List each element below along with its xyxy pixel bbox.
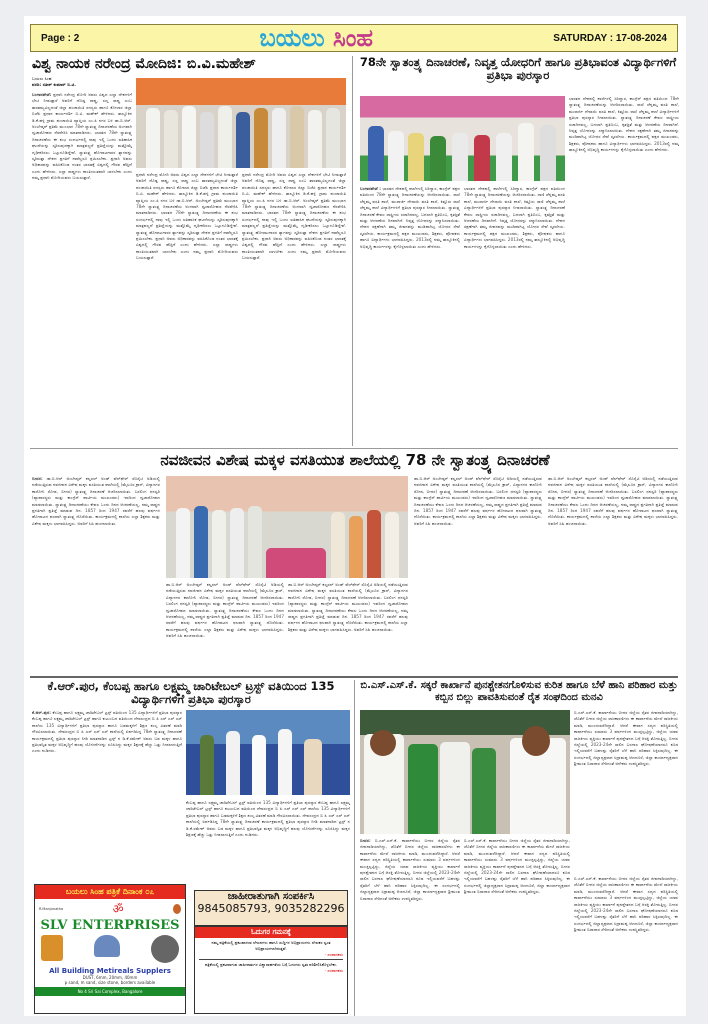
- article-4-body-col1: ಕೆ.ಆರ್.ಪುರ: ಕೆಂಬಪ್ಪ ಹಾಗೂ ಲಕ್ಷ್ಮಮ್ಮ ಚಾರಿಟೇಬಲ್ ಟ್ರಸ್ಟ್ ವತಿಯಿಂದ 135 ವಿದ್ಯಾರ್ಥಿಗಳಿಗೆ ಪ್ರತಿಭಾ ಪುರಸ್ಕಾರ ಕೆಂಬಪ್ಪ ಹಾಗೂ ಲಕ್ಷ್ಮಮ್ಮ ಚಾರಿಟೇಬಲ್ ಟ್ರಸ್ಟ್ ಹಾಗೂ ಕುಟುಂಬದ ವತಿಯಿಂದ ದೇವಸಂದ್ರದ ಬಿ ಪಿ ಎಸ್ ಎಸ್ ಎಸ್ ಶಾಲೆಯ 135 ವಿದ್ಯಾರ್ಥಿಗಳಿಗೆ ಪ್ರತಿಭಾ ಪುರಸ್ಕಾರ ಹಾಗೂ ಬಡಮಕ್ಕಳಿಗೆ ಶಿಕ್ಷಣ ಶುಲ್ಕ ವಿತರಣೆ ಮಾಡಿ ಗೌರವಿಸಲಾಯಿತು. ದೇವಸಂದ್ರದ ಬಿ ಪಿ ಎಸ್ ಎಸ್ ಎಸ್ ಶಾಲೆಯಲ್ಲಿ ಏರ್ಪಡಿಸಿದ್ದ 78ನೇ ಸ್ವಾತಂತ್ರ್ಯ ದಿನಾಚರಣೆ ಕಾರ್ಯಕ್ರಮದಲ್ಲಿ ಪ್ರತಿಭಾ ಪುರಸ್ಕಾರ ನೀಡಿ ಮಾತನಾಡಿದ ಟ್ರಸ್ಟ್ ನ ಡಿ.ಕೆ.ರಮೇಶ್ ಅವರು ಬಡ ಮಕ್ಕಳ ಹಾಗೂ ಪ್ರತಿಭಾನ್ವಿತ ಮಕ್ಕಳ ಅಭಿವೃದ್ಧಿಗೆ ಹಲವು ಯೋಜನೆಗಳನ್ನು ರೂಪಿಸಿದ್ದು ಮಕ್ಕಳ ಶಿಕ್ಷಣಕ್ಕೆ ಹೆಚ್ಚು ಒತ್ತು ನೀಡಲಾಗುತ್ತಿದೆ ಎಂದು ನುಡಿದರು.: [32, 710, 182, 754]
- title-part-2: ಸಿಂಹ: [333, 24, 374, 52]
- issue-date: SATURDAY : 17-08-2024: [553, 32, 667, 44]
- proprietor: R.Manjunatha: [39, 906, 64, 911]
- excavator-icon: [41, 935, 63, 961]
- house-icon: [94, 935, 120, 957]
- ad-items-2: p sand, m sand, size stone, borders available: [64, 980, 156, 985]
- contact-phones: 9845085793, 9035282296: [197, 902, 345, 915]
- article-1-body-col2: ಪ್ರಧಾನಿ ನರೇಂದ್ರ ಮೋದಿ ಅವರು ವಿಶ್ವದ ಎಲ್ಲಾ ದೇಶಗಳಿಗೆ ಭೇಟಿ ನೀಡುತ್ತಾರೆ ಅವರಿಗೆ ದೊಡ್ಡ ರಾಷ್ಟ್ರ, ಸಣ್ಣ ರಾಷ್ಟ್ರ ಎಂಬ ತಾರತಮ್ಯವಿಲ್ಲದಂತೆ ಜಿಲ್ಲಾ ಪಂಚಾಯಿತಿ ಸದಸ್ಯರು ಹಾಗೂ ಕೋಲಾರ ಜಿಲ್ಲಾ ಬಿಜೆಪಿ ಪ್ರಧಾನ ಕಾರ್ಯದರ್ಶಿ ಬಿ.ವಿ. ಮಹೇಶ್ ಹೇಳಿದರು. ತಾಲ್ಲೂಕಿನ ಡಿ.ಕೆ.ಹಳ್ಳಿ ಗ್ರಾಮ ಪಂಚಾಯಿತಿ ವ್ಯಾಪ್ತಿಯ ಎಂ.ಪಿ ನಗರ ಬಳಿ ಡಾ.ಬಿ.ಆರ್. ಅಂಬೇಡ್ಕರ್ ಪ್ರತಿಮೆ ಮುಂಭಾಗ 78ನೇ ಸ್ವಾತಂತ್ರ್ಯ ದಿನಾಚರಣೆಯ ಅಂಗವಾಗಿ ಧ್ವಜಾರೋಹಣ ನೆರವೇರಿಸಿ ಮಾತನಾಡಿದರು. ಭಾರತದ 78ನೇ ಸ್ವಾತಂತ್ರ್ಯ ದಿನಾಚರಣೆಯ ಈ ಶುಭ ಸಂದರ್ಭದಲ್ಲಿ ನಾವು ಇಲ್ಲಿ ಒಂದು ಐತಿಹಾಸಿಕ ಘಟನೆಯನ್ನು ಸ್ಮರಿಸುವುದಕ್ಕಾಗಿ ಮಾತ್ರವಲ್ಲದೆ ಪ್ರತಿಜ್ಞೆಯನ್ನು ಮತ್ತೊಮ್ಮೆ ದೃಢೀಕರಿಸಲು ಒಟ್ಟುಗೂಡಿದ್ದೇವೆ. ಸ್ವಾತಂತ್ರ್ಯ ಹೋರಾಟಗಾರರ ತ್ಯಾಗವನ್ನು ಸ್ಮರಿಸುತ್ತಾ ದೇಶದ ಪ್ರಗತಿಗೆ ನಾವೆಲ್ಲರೂ ಶ್ರಮಿಸಬೇಕು. ಪ್ರಧಾನಿ ಅವರು ಅಧಿಕಾರವನ್ನು ವಹಿಸಿಕೊಂಡ ನಂತರ ಭಾರತಕ್ಕೆ ವಿಶ್ವದಲ್ಲಿ ಗೌರವ ಹೆಚ್ಚಿದೆ ಎಂದು ಹೇಳಿದರು. ಎಲ್ಲಾ ರಾಷ್ಟ್ರಗಳು ಶಾಂತಿಯುತವಾಗಿ ಬಾಳಬೇಕು ಎಂದು ನಮ್ಮ ಪ್ರಧಾನಿ ಮೋದಿಯವರು ಬಯಸುತ್ತಾರೆ.: [136, 172, 238, 261]
- masthead: [30, 24, 678, 52]
- article-2-body: ಭಾರತದ ದೇಶಪಲ್ಲಿ ಶಾಲೆಗಳಲ್ಲಿ ಸಿರಿದ್ವಾರ, ಕಾಂಗ್ರೆಸ್ ಪಕ್ಷದ ವತಿಯಿಂದ 78ನೇ ಸ್ವಾತಂತ್ರ್ಯ ದಿನಾಚರಣೆಯನ್ನು ಆಚರಿಸಲಾಯಿತು. ರಾಣಿ ಚೆನ್ನಮ್ಮ ವಸತಿ ಶಾಲೆ, ಮುರಾರ್ಜಿ ದೇಸಾಯಿ ವಸತಿ ಶಾಲೆ, ಕಿತ್ತೂರು ರಾಣಿ ಚೆನ್ನಮ್ಮ ಶಾಲೆ ವಿದ್ಯಾರ್ಥಿಗಳಿಗೆ ಪ್ರತಿಭಾ ಪುರಸ್ಕಾರ ನೀಡಲಾಯಿತು. ಸ್ವಾತಂತ್ರ್ಯ ದಿನಾಚರಣೆ ಕೇವಲ ರಾಷ್ಟ್ರೀಯ ರಜಾದಿನವಲ್ಲ, ಬದಲಾಗಿ ಪ್ರತಿಬಿಂಬ, ಕೃತಜ್ಞತೆ ಮತ್ತು ಆಚರಣೆಯ ದಿನವಾಗಿದೆ. ನಿವೃತ್ತ ಯೋಧರನ್ನು ಸನ್ಮಾನಿಸಲಾಯಿತು. ದೇಶದ ರಕ್ಷಣೆಗಾಗಿ ತಮ್ಮ ಜೀವನವನ್ನು ಮುಡಿಪಾಗಿಟ್ಟ ಯೋಧರ ಸೇವೆ ಸ್ಮರಣೀಯ. ಕಾರ್ಯಕ್ರಮದಲ್ಲಿ ಪಕ್ಷದ ಮುಖಂಡರು, ಶಿಕ್ಷಕರು, ಪೋಷಕರು ಹಾಗೂ ವಿದ್ಯಾರ್ಥಿಗಳು ಭಾಗವಹಿಸಿದ್ದರು. 2013ರಲ್ಲಿ ನಮ್ಮ ತಾಲ್ಲೂಕಿನಲ್ಲಿ ಅಭಿವೃದ್ಧಿ ಕಾರ್ಯಗಳನ್ನು ಕೈಗೊಳ್ಳಲಾಯಿತು ಎಂದು ಹೇಳಿದರು.: [569, 96, 679, 153]
- article-1-body-col3: ಪ್ರಧಾನಿ ನರೇಂದ್ರ ಮೋದಿ ಅವರು ವಿಶ್ವದ ಎಲ್ಲಾ ದೇಶಗಳಿಗೆ ಭೇಟಿ ನೀಡುತ್ತಾರೆ ಅವರಿಗೆ ದೊಡ್ಡ ರಾಷ್ಟ್ರ, ಸಣ್ಣ ರಾಷ್ಟ್ರ ಎಂಬ ತಾರತಮ್ಯವಿಲ್ಲದಂತೆ ಜಿಲ್ಲಾ ಪಂಚಾಯಿತಿ ಸದಸ್ಯರು ಹಾಗೂ ಕೋಲಾರ ಜಿಲ್ಲಾ ಬಿಜೆಪಿ ಪ್ರಧಾನ ಕಾರ್ಯದರ್ಶಿ ಬಿ.ವಿ. ಮಹೇಶ್ ಹೇಳಿದರು. ತಾಲ್ಲೂಕಿನ ಡಿ.ಕೆ.ಹಳ್ಳಿ ಗ್ರಾಮ ಪಂಚಾಯಿತಿ ವ್ಯಾಪ್ತಿಯ ಎಂ.ಪಿ ನಗರ ಬಳಿ ಡಾ.ಬಿ.ಆರ್. ಅಂಬೇಡ್ಕರ್ ಪ್ರತಿಮೆ ಮುಂಭಾಗ 78ನೇ ಸ್ವಾತಂತ್ರ್ಯ ದಿನಾಚರಣೆಯ ಅಂಗವಾಗಿ ಧ್ವಜಾರೋಹಣ ನೆರವೇರಿಸಿ ಮಾತನಾಡಿದರು. ಭಾರತದ 78ನೇ ಸ್ವಾತಂತ್ರ್ಯ ದಿನಾಚರಣೆಯ ಈ ಶುಭ ಸಂದರ್ಭದಲ್ಲಿ ನಾವು ಇಲ್ಲಿ ಒಂದು ಐತಿಹಾಸಿಕ ಘಟನೆಯನ್ನು ಸ್ಮರಿಸುವುದಕ್ಕಾಗಿ ಮಾತ್ರವಲ್ಲದೆ ಪ್ರತಿಜ್ಞೆಯನ್ನು ಮತ್ತೊಮ್ಮೆ ದೃಢೀಕರಿಸಲು ಒಟ್ಟುಗೂಡಿದ್ದೇವೆ. ಸ್ವಾತಂತ್ರ್ಯ ಹೋರಾಟಗಾರರ ತ್ಯಾಗವನ್ನು ಸ್ಮರಿಸುತ್ತಾ ದೇಶದ ಪ್ರಗತಿಗೆ ನಾವೆಲ್ಲರೂ ಶ್ರಮಿಸಬೇಕು. ಪ್ರಧಾನಿ ಅವರು ಅಧಿಕಾರವನ್ನು ವಹಿಸಿಕೊಂಡ ನಂತರ ಭಾರತಕ್ಕೆ ವಿಶ್ವದಲ್ಲಿ ಗೌರವ ಹೆಚ್ಚಿದೆ ಎಂದು ಹೇಳಿದರು. ಎಲ್ಲಾ ರಾಷ್ಟ್ರಗಳು ಶಾಂತಿಯುತವಾಗಿ ಬಾಳಬೇಕು ಎಂದು ನಮ್ಮ ಪ್ರಧಾನಿ ಮೋದಿಯವರು ಬಯಸುತ್ತಾರೆ.: [242, 172, 346, 261]
- contact-title: ಜಾಹೀರಾತುಗಾಗಿ ಸಂಪರ್ಕಿಸಿ: [227, 891, 315, 902]
- notice-sign-2: - ಸಂಪಾದಕರು: [324, 968, 343, 973]
- ad-banner: ಬಯಲು ಸಿಂಹ ಪತ್ರಿಕೆ ದಿನಾಂಕ ೦೭: [35, 885, 185, 899]
- deity-icon: [173, 904, 181, 914]
- page-number: Page : 2: [41, 32, 80, 44]
- ad-footer: No 4 Sri Sai Complex, Bangalore: [35, 987, 185, 996]
- article-4-photo: [186, 710, 350, 795]
- business-name: SLV ENTERPRISES: [40, 918, 180, 933]
- column-divider: [352, 56, 353, 446]
- article-5-photo: [360, 710, 570, 834]
- column-divider: [354, 680, 355, 1016]
- article-2-headline: 78ನೇ ಸ್ವಾತಂತ್ರ್ಯ ದಿನಾಚರಣೆ, ನಿವೃತ್ತ ಯೋಧರಿಗೆ ಹಾಗೂ ಪ್ರತಿಭಾವಂತ ವಿದ್ಯಾರ್ಥಿಗಳಿಗೆ ಪ್ರತಿಭಾ ಪುರಸ್ಕಾರ: [359, 55, 677, 83]
- article-text: ಪ್ರಧಾನಿ ನರೇಂದ್ರ ಮೋದಿ ಅವರು ವಿಶ್ವದ ಎಲ್ಲಾ ದೇಶಗಳಿಗೆ ಭೇಟಿ ನೀಡುತ್ತಾರೆ ಅವರಿಗೆ ದೊಡ್ಡ ರಾಷ್ಟ್ರ, ಸಣ್ಣ ರಾಷ್ಟ್ರ ಎಂಬ ತಾರತಮ್ಯವಿಲ್ಲದಂತೆ ಜಿಲ್ಲಾ ಪಂಚಾಯಿತಿ ಸದಸ್ಯರು ಹಾಗೂ ಕೋಲಾರ ಜಿಲ್ಲಾ ಬಿಜೆಪಿ ಪ್ರಧಾನ ಕಾರ್ಯದರ್ಶಿ ಬಿ.ವಿ. ಮಹೇಶ್ ಹೇಳಿದರು. ತಾಲ್ಲೂಕಿನ ಡಿ.ಕೆ.ಹಳ್ಳಿ ಗ್ರಾಮ ಪಂಚಾಯಿತಿ ವ್ಯಾಪ್ತಿಯ ಎಂ.ಪಿ ನಗರ ಬಳಿ ಡಾ.ಬಿ.ಆರ್. ಅಂಬೇಡ್ಕರ್ ಪ್ರತಿಮೆ ಮುಂಭಾಗ 78ನೇ ಸ್ವಾತಂತ್ರ್ಯ ದಿನಾಚರಣೆಯ ಅಂಗವಾಗಿ ಧ್ವಜಾರೋಹಣ ನೆರವೇರಿಸಿ ಮಾತನಾಡಿದರು. ಭಾರತದ 78ನೇ ಸ್ವಾತಂತ್ರ್ಯ ದಿನಾಚರಣೆಯ ಈ ಶುಭ ಸಂದರ್ಭದಲ್ಲಿ ನಾವು ಇಲ್ಲಿ ಒಂದು ಐತಿಹಾಸಿಕ ಘಟನೆಯನ್ನು ಸ್ಮರಿಸುವುದಕ್ಕಾಗಿ ಮಾತ್ರವಲ್ಲದೆ ಪ್ರತಿಜ್ಞೆಯನ್ನು ಮತ್ತೊಮ್ಮೆ ದೃಢೀಕರಿಸಲು ಒಟ್ಟುಗೂಡಿದ್ದೇವೆ. ಸ್ವಾತಂತ್ರ್ಯ ಹೋರಾಟಗಾರರ ತ್ಯಾಗವನ್ನು ಸ್ಮರಿಸುತ್ತಾ ದೇಶದ ಪ್ರಗತಿಗೆ ನಾವೆಲ್ಲರೂ ಶ್ರಮಿಸಬೇಕು. ಪ್ರಧಾನಿ ಅವರು ಅಧಿಕಾರವನ್ನು ವಹಿಸಿಕೊಂಡ ನಂತರ ಭಾರತಕ್ಕೆ ವಿಶ್ವದಲ್ಲಿ ಗೌರವ ಹೆಚ್ಚಿದೆ ಎಂದು ಹೇಳಿದರು. ಎಲ್ಲಾ ರಾಷ್ಟ್ರಗಳು ಶಾಂತಿಯುತವಾಗಿ ಬಾಳಬೇಕು ಎಂದು ನಮ್ಮ ಪ್ರಧಾನಿ ಮೋದಿಯವರು ಬಯಸುತ್ತಾರೆ.: [32, 92, 132, 181]
- article-3-body-col4: ಡಾ.ಬಿ.ಆರ್ ಅಂಬೇಡ್ಕರ್ ಕಲ್ಚರಲ್ ಅಂಡ್ ವೆಲ್‌ಫೇರ್ ಸೊಸೈಟಿ ಅಡಿಯಲ್ಲಿ ನಡೆಯುತ್ತಿರುವ ನವಜೀವನ ವಿಶೇಷ ಮಕ್ಕಳ ವಸತಿಯುತ ಶಾಲೆಯಲ್ಲಿ (ಮೈಲೂರ ಕ್ರಾಸ್, ವಿದ್ಯಾನಗರ ಕಾಲೋನಿ ರೋಡ, ಬೀದರ) ಸ್ವಾತಂತ್ರ್ಯ ದಿನಾಚರಣೆ ಆಚರಿಸಲಾಯಿತು. ಬಸಲಿಂಗ ಧನಸ್ವರಿ (ವ್ಯಾಪಾರಸ್ಥರು ಮತ್ತು ಕಾಂಗ್ರೆಸ್ ಪಾರ್ಟಿಯ ಮುಖಂಡರು) ಇವರಿಂದ ಧ್ವಜಾರೋಹಣ ಮಾಡಲಾಯಿತು. ಸ್ವಾತಂತ್ರ್ಯ ದಿನಾಚರಣೆಯು ಕೇವಲ ಒಂದು ದಿನದ ಆಚರಣೆಯಲ್ಲ, ನಮ್ಮ ರಾಷ್ಟ್ರದ ಪ್ರಗತಿಗಾಗಿ ಪ್ರತಿಜ್ಞೆ ಮಾಡುವ ದಿನ. 1857 ರಿಂದ 1947 ರವರೆಗೆ ಹಲವು ವರ್ಷಗಳ ಹೋರಾಟದ ಫಲವಾಗಿ ಸ್ವಾತಂತ್ರ್ಯ ದೊರೆಯಿತು. ಕಾರ್ಯಕ್ರಮದಲ್ಲಿ ಶಾಲೆಯ ಎಲ್ಲಾ ಶಿಕ್ಷಕರು ಮತ್ತು ವಿಶೇಷ ಮಕ್ಕಳು ಭಾಗವಹಿಸಿದ್ದರು. ಅವರಿಗೆ ಸಿಹಿ ಹಂಚಲಾಯಿತು.: [414, 476, 542, 526]
- article-3-body-col2: ಡಾ.ಬಿ.ಆರ್ ಅಂಬೇಡ್ಕರ್ ಕಲ್ಚರಲ್ ಅಂಡ್ ವೆಲ್‌ಫೇರ್ ಸೊಸೈಟಿ ಅಡಿಯಲ್ಲಿ ನಡೆಯುತ್ತಿರುವ ನವಜೀವನ ವಿಶೇಷ ಮಕ್ಕಳ ವಸತಿಯುತ ಶಾಲೆಯಲ್ಲಿ (ಮೈಲೂರ ಕ್ರಾಸ್, ವಿದ್ಯಾನಗರ ಕಾಲೋನಿ ರೋಡ, ಬೀದರ) ಸ್ವಾತಂತ್ರ್ಯ ದಿನಾಚರಣೆ ಆಚರಿಸಲಾಯಿತು. ಬಸಲಿಂಗ ಧನಸ್ವರಿ (ವ್ಯಾಪಾರಸ್ಥರು ಮತ್ತು ಕಾಂಗ್ರೆಸ್ ಪಾರ್ಟಿಯ ಮುಖಂಡರು) ಇವರಿಂದ ಧ್ವಜಾರೋಹಣ ಮಾಡಲಾಯಿತು. ಸ್ವಾತಂತ್ರ್ಯ ದಿನಾಚರಣೆಯು ಕೇವಲ ಒಂದು ದಿನದ ಆಚರಣೆಯಲ್ಲ, ನಮ್ಮ ರಾಷ್ಟ್ರದ ಪ್ರಗತಿಗಾಗಿ ಪ್ರತಿಜ್ಞೆ ಮಾಡುವ ದಿನ. 1857 ರಿಂದ 1947 ರವರೆಗೆ ಹಲವು ವರ್ಷಗಳ ಹೋರಾಟದ ಫಲವಾಗಿ ಸ್ವಾತಂತ್ರ್ಯ ದೊರೆಯಿತು. ಕಾರ್ಯಕ್ರಮದಲ್ಲಿ ಶಾಲೆಯ ಎಲ್ಲಾ ಶಿಕ್ಷಕರು ಮತ್ತು ವಿಶೇಷ ಮಕ್ಕಳು ಭಾಗವಹಿಸಿದ್ದರು. ಅವರಿಗೆ ಸಿಹಿ ಹಂಚಲಾಯಿತು.: [166, 582, 284, 639]
- ad-items-1: DUST, 6mm, 20mm, 40mm: [82, 975, 138, 980]
- dateline: ಬೀದರ:: [32, 476, 43, 481]
- gravel-icon: [151, 935, 179, 963]
- article-1-headline: ವಿಶ್ವ ನಾಯಕ ನರೇಂದ್ರ ಮೋದಿಜಿ: ಬಿ.ವಿ.ಮಹೇಶ್: [32, 56, 256, 72]
- article-5-body-col3: ಬಿ.ಎಸ್.ಎಸ್.ಕೆ. ಕಾರ್ಖಾನೆಯು ಬೀದರ ಜಿಲ್ಲೆಯ ರೈತರ ಜೀವನಾಡಿಯಾಗಿದ್ದು, ಜೊತೆಗೆ ಬೀದರ ಜಿಲ್ಲೆಯ ರಾಜಕಾರಣಿಗಳು ಈ ಕಾರ್ಖಾನೆಯ ಮೇಲೆ ರಾಜಕೀಯ ಮಾಡಿ, ಮುಂದುವರೆದಿದ್ದಾರೆ. ಆದರೆ ಈವಾಗ ಸದ್ಯದ ಪರಿಸ್ಥಿತಿಯಲ್ಲಿ ಕಾರ್ಖಾನೆಯು ಸುಮಾರು 3 ವರ್ಷಗಳಿಂದ ಮುಚ್ಚಲ್ಪಟ್ಟಿದ್ದು, ಜಿಲ್ಲೆಯ ಯಾವ ರಾಜಕೀಯ ವ್ಯಕ್ತಿಯು ಕಾರ್ಖಾನೆ ಪುನಶ್ಚೇತನದ ಬಗ್ಗೆ ಆಸಕ್ತಿ ತೋರುತ್ತಿಲ್ಲ. ಬೀದರ ಜಿಲ್ಲೆಯಲ್ಲಿ 2023-24ನೇ ಸಾಲಿನ ಬರಗಾಲ ಘೋಷಣೆಯಾದರೂ ಕೂಡ ಇಲ್ಲಿಯವರೆಗೆ ಬಹಳಷ್ಟು ರೈತರಿಗೆ ಬೆಳೆ ಹಾನಿ ಪರಿಹಾರ ಸಿಕ್ಕಿರುವುದಿಲ್ಲ. ಈ ಸಂದರ್ಭದಲ್ಲಿ ಜಿಲ್ಲಾಧ್ಯಕ್ಷರಾದ ಸಿದ್ರಾಮಪ್ಪ ಆಣದೂರೆ, ಜಿಲ್ಲಾ ಕಾರ್ಯಾಧ್ಯಕ್ಷರಾದ ಶ್ರೀಮಂತ ಬಿರಾದಾರ ಸೇರಿದಂತೆ ಅನೇಕರು ಉಪಸ್ಥಿತರಿದ್ದರು.: [574, 876, 678, 933]
- readers-notice-ad: [194, 926, 348, 1014]
- notice-text-1: ನಮ್ಮ ಪತ್ರಿಕೆಯಲ್ಲಿ ಪ್ರಕಟವಾಗುವ ಲೇಖನಗಳು ಹಾಗೂ ಸುದ್ದಿಗಳ ಅಭಿಪ್ರಾಯಗಳು ಲೇಖಕರ ಸ್ವಂತ ಅಭಿಪ್ರಾಯಗಳಾಗಿರುತ್ತವೆ.: [211, 940, 331, 951]
- article-5-body-col4: ಬಿ.ಎಸ್.ಎಸ್.ಕೆ. ಕಾರ್ಖಾನೆಯು ಬೀದರ ಜಿಲ್ಲೆಯ ರೈತರ ಜೀವನಾಡಿಯಾಗಿದ್ದು, ಜೊತೆಗೆ ಬೀದರ ಜಿಲ್ಲೆಯ ರಾಜಕಾರಣಿಗಳು ಈ ಕಾರ್ಖಾನೆಯ ಮೇಲೆ ರಾಜಕೀಯ ಮಾಡಿ, ಮುಂದುವರೆದಿದ್ದಾರೆ. ಆದರೆ ಈವಾಗ ಸದ್ಯದ ಪರಿಸ್ಥಿತಿಯಲ್ಲಿ ಕಾರ್ಖಾನೆಯು ಸುಮಾರು 3 ವರ್ಷಗಳಿಂದ ಮುಚ್ಚಲ್ಪಟ್ಟಿದ್ದು, ಜಿಲ್ಲೆಯ ಯಾವ ರಾಜಕೀಯ ವ್ಯಕ್ತಿಯು ಕಾರ್ಖಾನೆ ಪುನಶ್ಚೇತನದ ಬಗ್ಗೆ ಆಸಕ್ತಿ ತೋರುತ್ತಿಲ್ಲ. ಬೀದರ ಜಿಲ್ಲೆಯಲ್ಲಿ 2023-24ನೇ ಸಾಲಿನ ಬರಗಾಲ ಘೋಷಣೆಯಾದರೂ ಕೂಡ ಇಲ್ಲಿಯವರೆಗೆ ಬಹಳಷ್ಟು ರೈತರಿಗೆ ಬೆಳೆ ಹಾನಿ ಪರಿಹಾರ ಸಿಕ್ಕಿರುವುದಿಲ್ಲ. ಈ ಸಂದರ್ಭದಲ್ಲಿ ಜಿಲ್ಲಾಧ್ಯಕ್ಷರಾದ ಸಿದ್ರಾಮಪ್ಪ ಆಣದೂರೆ, ಜಿಲ್ಲಾ ಕಾರ್ಯಾಧ್ಯಕ್ಷರಾದ ಶ್ರೀಮಂತ ಬಿರಾದಾರ ಸೇರಿದಂತೆ ಅನೇಕರು ಉಪಸ್ಥಿತರಿದ್ದರು.: [574, 710, 678, 767]
- article-2-body-col2: ಭಾರತದ ದೇಶಪಲ್ಲಿ ಶಾಲೆಗಳಲ್ಲಿ ಸಿರಿದ್ವಾರ, ಕಾಂಗ್ರೆಸ್ ಪಕ್ಷದ ವತಿಯಿಂದ 78ನೇ ಸ್ವಾತಂತ್ರ್ಯ ದಿನಾಚರಣೆಯನ್ನು ಆಚರಿಸಲಾಯಿತು. ರಾಣಿ ಚೆನ್ನಮ್ಮ ವಸತಿ ಶಾಲೆ, ಮುರಾರ್ಜಿ ದೇಸಾಯಿ ವಸತಿ ಶಾಲೆ, ಕಿತ್ತೂರು ರಾಣಿ ಚೆನ್ನಮ್ಮ ಶಾಲೆ ವಿದ್ಯಾರ್ಥಿಗಳಿಗೆ ಪ್ರತಿಭಾ ಪುರಸ್ಕಾರ ನೀಡಲಾಯಿತು. ಸ್ವಾತಂತ್ರ್ಯ ದಿನಾಚರಣೆ ಕೇವಲ ರಾಷ್ಟ್ರೀಯ ರಜಾದಿನವಲ್ಲ, ಬದಲಾಗಿ ಪ್ರತಿಬಿಂಬ, ಕೃತಜ್ಞತೆ ಮತ್ತು ಆಚರಣೆಯ ದಿನವಾಗಿದೆ. ನಿವೃತ್ತ ಯೋಧರನ್ನು ಸನ್ಮಾನಿಸಲಾಯಿತು. ದೇಶದ ರಕ್ಷಣೆಗಾಗಿ ತಮ್ಮ ಜೀವನವನ್ನು ಮುಡಿಪಾಗಿಟ್ಟ ಯೋಧರ ಸೇವೆ ಸ್ಮರಣೀಯ. ಕಾರ್ಯಕ್ರಮದಲ್ಲಿ ಪಕ್ಷದ ಮುಖಂಡರು, ಶಿಕ್ಷಕರು, ಪೋಷಕರು ಹಾಗೂ ವಿದ್ಯಾರ್ಥಿಗಳು ಭಾಗವಹಿಸಿದ್ದರು. 2013ರಲ್ಲಿ ನಮ್ಮ ತಾಲ್ಲೂಕಿನಲ್ಲಿ ಅಭಿವೃದ್ಧಿ ಕಾರ್ಯಗಳನ್ನು ಕೈಗೊಳ್ಳಲಾಯಿತು ಎಂದು ಹೇಳಿದರು.: [464, 186, 565, 249]
- dateline: ಬಂಗಾರಪೇಟೆ :: [360, 186, 381, 191]
- reporter: ವರದಿ: ಸತೀಶ್ ಕುಮಾರ್ ಬಿ.ಟಿ.: [32, 82, 76, 88]
- dateline: ಕೆ.ಆರ್.ಪುರ:: [32, 710, 51, 715]
- slv-enterprises-ad: [34, 884, 186, 1014]
- article-4-headline: ಕೆ.ಆರ್.ಪುರ, ಕೆಂಬಪ್ಪ ಹಾಗೂ ಲಕ್ಷ್ಮಮ್ಮ ಚಾರಿಟೇಬಲ್ ಟ್ರಸ್ಟ್ ವತಿಯಿಂದ 135 ವಿದ್ಯಾರ್ಥಿಗಳಿಗೆ ಪ್ರತಿಭಾ ಪುರಸ್ಕಾರ: [47, 679, 335, 707]
- article-3-body-col5: ಡಾ.ಬಿ.ಆರ್ ಅಂಬೇಡ್ಕರ್ ಕಲ್ಚರಲ್ ಅಂಡ್ ವೆಲ್‌ಫೇರ್ ಸೊಸೈಟಿ ಅಡಿಯಲ್ಲಿ ನಡೆಯುತ್ತಿರುವ ನವಜೀವನ ವಿಶೇಷ ಮಕ್ಕಳ ವಸತಿಯುತ ಶಾಲೆಯಲ್ಲಿ (ಮೈಲೂರ ಕ್ರಾಸ್, ವಿದ್ಯಾನಗರ ಕಾಲೋನಿ ರೋಡ, ಬೀದರ) ಸ್ವಾತಂತ್ರ್ಯ ದಿನಾಚರಣೆ ಆಚರಿಸಲಾಯಿತು. ಬಸಲಿಂಗ ಧನಸ್ವರಿ (ವ್ಯಾಪಾರಸ್ಥರು ಮತ್ತು ಕಾಂಗ್ರೆಸ್ ಪಾರ್ಟಿಯ ಮುಖಂಡರು) ಇವರಿಂದ ಧ್ವಜಾರೋಹಣ ಮಾಡಲಾಯಿತು. ಸ್ವಾತಂತ್ರ್ಯ ದಿನಾಚರಣೆಯು ಕೇವಲ ಒಂದು ದಿನದ ಆಚರಣೆಯಲ್ಲ, ನಮ್ಮ ರಾಷ್ಟ್ರದ ಪ್ರಗತಿಗಾಗಿ ಪ್ರತಿಜ್ಞೆ ಮಾಡುವ ದಿನ. 1857 ರಿಂದ 1947 ರವರೆಗೆ ಹಲವು ವರ್ಷಗಳ ಹೋರಾಟದ ಫಲವಾಗಿ ಸ್ವಾತಂತ್ರ್ಯ ದೊರೆಯಿತು. ಕಾರ್ಯಕ್ರಮದಲ್ಲಿ ಶಾಲೆಯ ಎಲ್ಲಾ ಶಿಕ್ಷಕರು ಮತ್ತು ವಿಶೇಷ ಮಕ್ಕಳು ಭಾಗವಹಿಸಿದ್ದರು. ಅವರಿಗೆ ಸಿಹಿ ಹಂಚಲಾಯಿತು.: [548, 476, 678, 526]
- dateline: ಬೀದರ:: [360, 838, 371, 843]
- notice-sign-1: - ಸಂಪಾದಕರು: [324, 952, 343, 957]
- dateline: ಬಂಗಾರಪೇಟೆ:: [32, 92, 52, 97]
- article-4-body-col2: ಕೆಂಬಪ್ಪ ಹಾಗೂ ಲಕ್ಷ್ಮಮ್ಮ ಚಾರಿಟೇಬಲ್ ಟ್ರಸ್ಟ್ ವತಿಯಿಂದ 135 ವಿದ್ಯಾರ್ಥಿಗಳಿಗೆ ಪ್ರತಿಭಾ ಪುರಸ್ಕಾರ ಕೆಂಬಪ್ಪ ಹಾಗೂ ಲಕ್ಷ್ಮಮ್ಮ ಚಾರಿಟೇಬಲ್ ಟ್ರಸ್ಟ್ ಹಾಗೂ ಕುಟುಂಬದ ವತಿಯಿಂದ ದೇವಸಂದ್ರದ ಬಿ ಪಿ ಎಸ್ ಎಸ್ ಎಸ್ ಶಾಲೆಯ 135 ವಿದ್ಯಾರ್ಥಿಗಳಿಗೆ ಪ್ರತಿಭಾ ಪುರಸ್ಕಾರ ಹಾಗೂ ಬಡಮಕ್ಕಳಿಗೆ ಶಿಕ್ಷಣ ಶುಲ್ಕ ವಿತರಣೆ ಮಾಡಿ ಗೌರವಿಸಲಾಯಿತು. ದೇವಸಂದ್ರದ ಬಿ ಪಿ ಎಸ್ ಎಸ್ ಎಸ್ ಶಾಲೆಯಲ್ಲಿ ಏರ್ಪಡಿಸಿದ್ದ 78ನೇ ಸ್ವಾತಂತ್ರ್ಯ ದಿನಾಚರಣೆ ಕಾರ್ಯಕ್ರಮದಲ್ಲಿ ಪ್ರತಿಭಾ ಪುರಸ್ಕಾರ ನೀಡಿ ಮಾತನಾಡಿದ ಟ್ರಸ್ಟ್ ನ ಡಿ.ಕೆ.ರಮೇಶ್ ಅವರು ಬಡ ಮಕ್ಕಳ ಹಾಗೂ ಪ್ರತಿಭಾನ್ವಿತ ಮಕ್ಕಳ ಅಭಿವೃದ್ಧಿಗೆ ಹಲವು ಯೋಜನೆಗಳನ್ನು ರೂಪಿಸಿದ್ದು ಮಕ್ಕಳ ಶಿಕ್ಷಣಕ್ಕೆ ಹೆಚ್ಚು ಒತ್ತು ನೀಡಲಾಗುತ್ತಿದೆ ಎಂದು ನುಡಿದರು.: [186, 800, 350, 838]
- article-5-headline: ಬಿ.ಎಸ್.ಎಸ್.ಕೆ. ಸಕ್ಕರೆ ಕಾರ್ಖಾನೆ ಪುನಶ್ಚೇತನಗೊಳಿಸುವ ಕುರಿತ ಹಾಗೂ ಬೆಳೆ ಹಾನಿ ಪರಿಹಾರ ಮತ್ತು ಕಬ್ಬಿನ ಬಿಲ್ಲು ಪಾವತಿಸುವಂತೆ ರೈತ ಸಂಘದಿಂದ ಮನವಿ: [360, 680, 678, 703]
- article-3-photo: [166, 476, 408, 578]
- notice-title: ಓದುಗರ ಗಮನಕ್ಕೆ: [195, 927, 347, 938]
- article-2-photo: [360, 96, 565, 181]
- article-1-byline: [32, 76, 132, 90]
- section-divider: [30, 676, 678, 678]
- article-5-body-col1: ಬೀದರ: ಬಿ.ಎಸ್.ಎಸ್.ಕೆ. ಕಾರ್ಖಾನೆಯು ಬೀದರ ಜಿಲ್ಲೆಯ ರೈತರ ಜೀವನಾಡಿಯಾಗಿದ್ದು, ಜೊತೆಗೆ ಬೀದರ ಜಿಲ್ಲೆಯ ರಾಜಕಾರಣಿಗಳು ಈ ಕಾರ್ಖಾನೆಯ ಮೇಲೆ ರಾಜಕೀಯ ಮಾಡಿ, ಮುಂದುವರೆದಿದ್ದಾರೆ. ಆದರೆ ಈವಾಗ ಸದ್ಯದ ಪರಿಸ್ಥಿತಿಯಲ್ಲಿ ಕಾರ್ಖಾನೆಯು ಸುಮಾರು 3 ವರ್ಷಗಳಿಂದ ಮುಚ್ಚಲ್ಪಟ್ಟಿದ್ದು, ಜಿಲ್ಲೆಯ ಯಾವ ರಾಜಕೀಯ ವ್ಯಕ್ತಿಯು ಕಾರ್ಖಾನೆ ಪುನಶ್ಚೇತನದ ಬಗ್ಗೆ ಆಸಕ್ತಿ ತೋರುತ್ತಿಲ್ಲ. ಬೀದರ ಜಿಲ್ಲೆಯಲ್ಲಿ 2023-24ನೇ ಸಾಲಿನ ಬರಗಾಲ ಘೋಷಣೆಯಾದರೂ ಕೂಡ ಇಲ್ಲಿಯವರೆಗೆ ಬಹಳಷ್ಟು ರೈತರಿಗೆ ಬೆಳೆ ಹಾನಿ ಪರಿಹಾರ ಸಿಕ್ಕಿರುವುದಿಲ್ಲ. ಈ ಸಂದರ್ಭದಲ್ಲಿ ಜಿಲ್ಲಾಧ್ಯಕ್ಷರಾದ ಸಿದ್ರಾಮಪ್ಪ ಆಣದೂರೆ, ಜಿಲ್ಲಾ ಕಾರ್ಯಾಧ್ಯಕ್ಷರಾದ ಶ್ರೀಮಂತ ಬಿರಾದಾರ ಸೇರಿದಂತೆ ಅನೇಕರು ಉಪಸ್ಥಿತರಿದ್ದರು.: [360, 838, 460, 901]
- om-icon: ॐ: [112, 902, 124, 916]
- byline: ಬಯಲು ಸಿಂಹ: [32, 76, 52, 81]
- advertise-contact-ad: [194, 890, 348, 926]
- newspaper-title: [260, 26, 374, 50]
- article-3-body-col1: ಬೀದರ: ಡಾ.ಬಿ.ಆರ್ ಅಂಬೇಡ್ಕರ್ ಕಲ್ಚರಲ್ ಅಂಡ್ ವೆಲ್‌ಫೇರ್ ಸೊಸೈಟಿ ಅಡಿಯಲ್ಲಿ ನಡೆಯುತ್ತಿರುವ ನವಜೀವನ ವಿಶೇಷ ಮಕ್ಕಳ ವಸತಿಯುತ ಶಾಲೆಯಲ್ಲಿ (ಮೈಲೂರ ಕ್ರಾಸ್, ವಿದ್ಯಾನಗರ ಕಾಲೋನಿ ರೋಡ, ಬೀದರ) ಸ್ವಾತಂತ್ರ್ಯ ದಿನಾಚರಣೆ ಆಚರಿಸಲಾಯಿತು. ಬಸಲಿಂಗ ಧನಸ್ವರಿ (ವ್ಯಾಪಾರಸ್ಥರು ಮತ್ತು ಕಾಂಗ್ರೆಸ್ ಪಾರ್ಟಿಯ ಮುಖಂಡರು) ಇವರಿಂದ ಧ್ವಜಾರೋಹಣ ಮಾಡಲಾಯಿತು. ಸ್ವಾತಂತ್ರ್ಯ ದಿನಾಚರಣೆಯು ಕೇವಲ ಒಂದು ದಿನದ ಆಚರಣೆಯಲ್ಲ, ನಮ್ಮ ರಾಷ್ಟ್ರದ ಪ್ರಗತಿಗಾಗಿ ಪ್ರತಿಜ್ಞೆ ಮಾಡುವ ದಿನ. 1857 ರಿಂದ 1947 ರವರೆಗೆ ಹಲವು ವರ್ಷಗಳ ಹೋರಾಟದ ಫಲವಾಗಿ ಸ್ವಾತಂತ್ರ್ಯ ದೊರೆಯಿತು. ಕಾರ್ಯಕ್ರಮದಲ್ಲಿ ಶಾಲೆಯ ಎಲ್ಲಾ ಶಿಕ್ಷಕರು ಮತ್ತು ವಿಶೇಷ ಮಕ್ಕಳು ಭಾಗವಹಿಸಿದ್ದರು. ಅವರಿಗೆ ಸಿಹಿ ಹಂಚಲಾಯಿತು.: [32, 476, 160, 526]
- article-1-photo: [136, 78, 346, 168]
- article-3-headline: ನವಜೀವನ ವಿಶೇಷ ಮಕ್ಕಳ ವಸತಿಯುತ ಶಾಲೆಯಲ್ಲಿ 78 ನೇ ಸ್ವಾತಂತ್ರ್ಯ ದಿನಾಚರಣೆ: [160, 451, 550, 469]
- article-3-body-col3: ಡಾ.ಬಿ.ಆರ್ ಅಂಬೇಡ್ಕರ್ ಕಲ್ಚರಲ್ ಅಂಡ್ ವೆಲ್‌ಫೇರ್ ಸೊಸೈಟಿ ಅಡಿಯಲ್ಲಿ ನಡೆಯುತ್ತಿರುವ ನವಜೀವನ ವಿಶೇಷ ಮಕ್ಕಳ ವಸತಿಯುತ ಶಾಲೆಯಲ್ಲಿ (ಮೈಲೂರ ಕ್ರಾಸ್, ವಿದ್ಯಾನಗರ ಕಾಲೋನಿ ರೋಡ, ಬೀದರ) ಸ್ವಾತಂತ್ರ್ಯ ದಿನಾಚರಣೆ ಆಚರಿಸಲಾಯಿತು. ಬಸಲಿಂಗ ಧನಸ್ವರಿ (ವ್ಯಾಪಾರಸ್ಥರು ಮತ್ತು ಕಾಂಗ್ರೆಸ್ ಪಾರ್ಟಿಯ ಮುಖಂಡರು) ಇವರಿಂದ ಧ್ವಜಾರೋಹಣ ಮಾಡಲಾಯಿತು. ಸ್ವಾತಂತ್ರ್ಯ ದಿನಾಚರಣೆಯು ಕೇವಲ ಒಂದು ದಿನದ ಆಚರಣೆಯಲ್ಲ, ನಮ್ಮ ರಾಷ್ಟ್ರದ ಪ್ರಗತಿಗಾಗಿ ಪ್ರತಿಜ್ಞೆ ಮಾಡುವ ದಿನ. 1857 ರಿಂದ 1947 ರವರೆಗೆ ಹಲವು ವರ್ಷಗಳ ಹೋರಾಟದ ಫಲವಾಗಿ ಸ್ವಾತಂತ್ರ್ಯ ದೊರೆಯಿತು. ಕಾರ್ಯಕ್ರಮದಲ್ಲಿ ಶಾಲೆಯ ಎಲ್ಲಾ ಶಿಕ್ಷಕರು ಮತ್ತು ವಿಶೇಷ ಮಕ್ಕಳು ಭಾಗವಹಿಸಿದ್ದರು. ಅವರಿಗೆ ಸಿಹಿ ಹಂಚಲಾಯಿತು.: [288, 582, 408, 632]
- ad-tagline: All Building Metireals Supplers: [49, 967, 171, 975]
- article-1-body: [32, 92, 132, 444]
- article-2-body-col1: ಬಂಗಾರಪೇಟೆ : ಭಾರತದ ದೇಶಪಲ್ಲಿ ಶಾಲೆಗಳಲ್ಲಿ ಸಿರಿದ್ವಾರ, ಕಾಂಗ್ರೆಸ್ ಪಕ್ಷದ ವತಿಯಿಂದ 78ನೇ ಸ್ವಾತಂತ್ರ್ಯ ದಿನಾಚರಣೆಯನ್ನು ಆಚರಿಸಲಾಯಿತು. ರಾಣಿ ಚೆನ್ನಮ್ಮ ವಸತಿ ಶಾಲೆ, ಮುರಾರ್ಜಿ ದೇಸಾಯಿ ವಸತಿ ಶಾಲೆ, ಕಿತ್ತೂರು ರಾಣಿ ಚೆನ್ನಮ್ಮ ಶಾಲೆ ವಿದ್ಯಾರ್ಥಿಗಳಿಗೆ ಪ್ರತಿಭಾ ಪುರಸ್ಕಾರ ನೀಡಲಾಯಿತು. ಸ್ವಾತಂತ್ರ್ಯ ದಿನಾಚರಣೆ ಕೇವಲ ರಾಷ್ಟ್ರೀಯ ರಜಾದಿನವಲ್ಲ, ಬದಲಾಗಿ ಪ್ರತಿಬಿಂಬ, ಕೃತಜ್ಞತೆ ಮತ್ತು ಆಚರಣೆಯ ದಿನವಾಗಿದೆ. ನಿವೃತ್ತ ಯೋಧರನ್ನು ಸನ್ಮಾನಿಸಲಾಯಿತು. ದೇಶದ ರಕ್ಷಣೆಗಾಗಿ ತಮ್ಮ ಜೀವನವನ್ನು ಮುಡಿಪಾಗಿಟ್ಟ ಯೋಧರ ಸೇವೆ ಸ್ಮರಣೀಯ. ಕಾರ್ಯಕ್ರಮದಲ್ಲಿ ಪಕ್ಷದ ಮುಖಂಡರು, ಶಿಕ್ಷಕರು, ಪೋಷಕರು ಹಾಗೂ ವಿದ್ಯಾರ್ಥಿಗಳು ಭಾಗವಹಿಸಿದ್ದರು. 2013ರಲ್ಲಿ ನಮ್ಮ ತಾಲ್ಲೂಕಿನಲ್ಲಿ ಅಭಿವೃದ್ಧಿ ಕಾರ್ಯಗಳನ್ನು ಕೈಗೊಳ್ಳಲಾಯಿತು ಎಂದು ಹೇಳಿದರು.: [360, 186, 460, 249]
- article-5-body-col2: ಬಿ.ಎಸ್.ಎಸ್.ಕೆ. ಕಾರ್ಖಾನೆಯು ಬೀದರ ಜಿಲ್ಲೆಯ ರೈತರ ಜೀವನಾಡಿಯಾಗಿದ್ದು, ಜೊತೆಗೆ ಬೀದರ ಜಿಲ್ಲೆಯ ರಾಜಕಾರಣಿಗಳು ಈ ಕಾರ್ಖಾನೆಯ ಮೇಲೆ ರಾಜಕೀಯ ಮಾಡಿ, ಮುಂದುವರೆದಿದ್ದಾರೆ. ಆದರೆ ಈವಾಗ ಸದ್ಯದ ಪರಿಸ್ಥಿತಿಯಲ್ಲಿ ಕಾರ್ಖಾನೆಯು ಸುಮಾರು 3 ವರ್ಷಗಳಿಂದ ಮುಚ್ಚಲ್ಪಟ್ಟಿದ್ದು, ಜಿಲ್ಲೆಯ ಯಾವ ರಾಜಕೀಯ ವ್ಯಕ್ತಿಯು ಕಾರ್ಖಾನೆ ಪುನಶ್ಚೇತನದ ಬಗ್ಗೆ ಆಸಕ್ತಿ ತೋರುತ್ತಿಲ್ಲ. ಬೀದರ ಜಿಲ್ಲೆಯಲ್ಲಿ 2023-24ನೇ ಸಾಲಿನ ಬರಗಾಲ ಘೋಷಣೆಯಾದರೂ ಕೂಡ ಇಲ್ಲಿಯವರೆಗೆ ಬಹಳಷ್ಟು ರೈತರಿಗೆ ಬೆಳೆ ಹಾನಿ ಪರಿಹಾರ ಸಿಕ್ಕಿರುವುದಿಲ್ಲ. ಈ ಸಂದರ್ಭದಲ್ಲಿ ಜಿಲ್ಲಾಧ್ಯಕ್ಷರಾದ ಸಿದ್ರಾಮಪ್ಪ ಆಣದೂರೆ, ಜಿಲ್ಲಾ ಕಾರ್ಯಾಧ್ಯಕ್ಷರಾದ ಶ್ರೀಮಂತ ಬಿರಾದಾರ ಸೇರಿದಂತೆ ಅನೇಕರು ಉಪಸ್ಥಿತರಿದ್ದರು.: [464, 838, 570, 895]
- title-part-1: ಬಯಲು: [259, 24, 325, 52]
- section-divider: [30, 448, 678, 449]
- notice-text-2: ಪತ್ರಿಕೆಯಲ್ಲಿ ಪ್ರಕಟವಾಗುವ ಜಾಹೀರಾತುಗಳ ವಿಶ್ವಾಸಾರ್ಹತೆಯ ಬಗ್ಗೆ ಓದುಗರು ಸ್ವತಃ ಪರಿಶೀಲಿಸಿಕೊಳ್ಳಬೇಕು.: [204, 962, 338, 967]
- notice-divider: [199, 959, 343, 960]
- newspaper-page: [24, 16, 686, 1016]
